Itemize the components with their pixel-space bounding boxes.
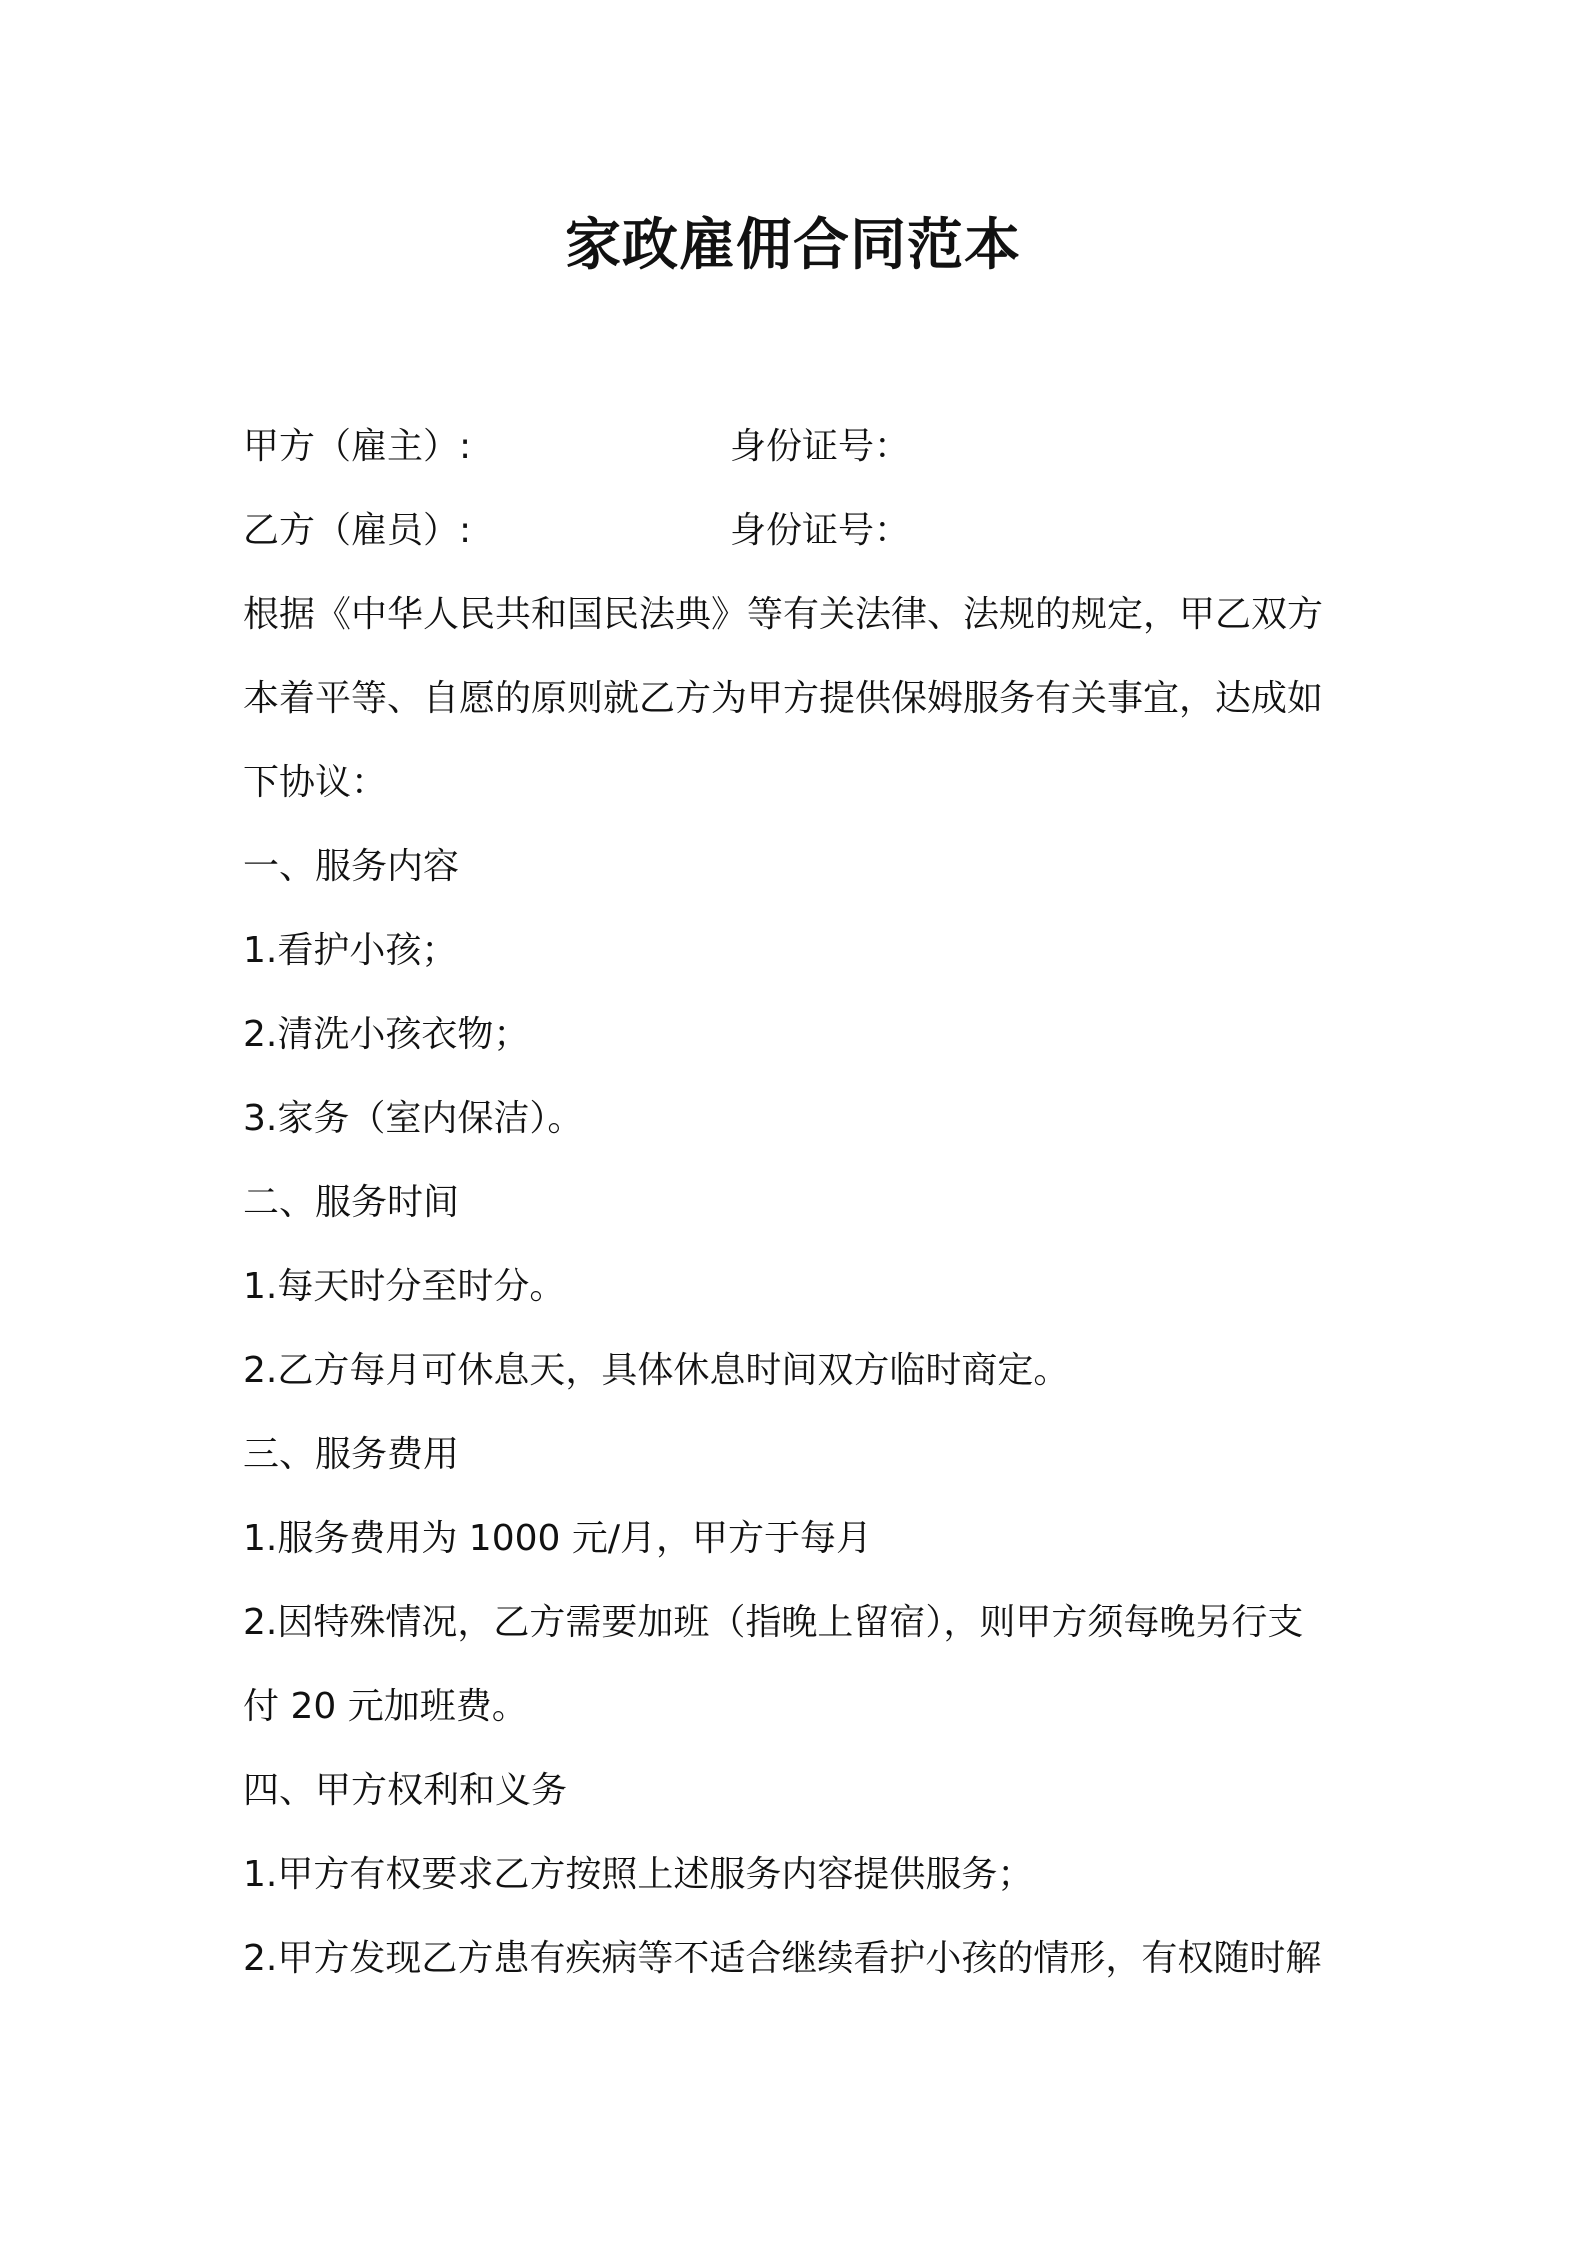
- party-b-row: [243, 489, 1363, 573]
- list-item: 1.甲方有权要求乙方按照上述服务内容提供服务；: [243, 1854, 1034, 1895]
- section-heading-service-fee: 三、服务费用: [243, 1434, 460, 1475]
- intro-line: 本着平等、自愿的原则就乙方为甲方提供保姆服务有关事宜，达成如: [243, 678, 1324, 719]
- list-item: 1.每天时分至时分。: [243, 1266, 566, 1307]
- list-item: 2.甲方发现乙方患有疾病等不适合继续看护小孩的情形，有权随时解: [243, 1938, 1322, 1979]
- list-item: 1.看护小孩；: [243, 930, 458, 971]
- section-heading-service-time: 二、服务时间: [243, 1182, 460, 1223]
- document-title: 家政雇佣合同范本: [565, 213, 1021, 278]
- list-item: 2.因特殊情况，乙方需要加班（指晚上留宿），则甲方须每晚另行支: [243, 1602, 1304, 1643]
- list-item: 1.服务费用为 1000 元/月，甲方于每月: [243, 1518, 872, 1559]
- section-heading-party-a-rights: 四、甲方权利和义务: [243, 1770, 568, 1811]
- party-a-row: [243, 405, 1363, 489]
- party-a-label: 甲方（雇主）:: [243, 426, 472, 467]
- intro-line: 根据《中华人民共和国民法典》等有关法律、法规的规定，甲乙双方: [243, 594, 1324, 635]
- list-item: 2.乙方每月可休息天，具体休息时间双方临时商定。: [243, 1350, 1070, 1391]
- list-item: 2.清洗小孩衣物；: [243, 1014, 530, 1055]
- party-a-id-label: 身份证号：: [730, 426, 911, 467]
- party-b-id-label: 身份证号：: [730, 510, 911, 551]
- intro-line: 下协议：: [243, 762, 388, 803]
- section-heading-service-content: 一、服务内容: [243, 846, 460, 887]
- list-item-continuation: 付 20 元加班费。: [243, 1686, 528, 1727]
- party-b-label: 乙方（雇员）:: [243, 510, 472, 551]
- list-item: 3.家务（室内保洁）。: [243, 1098, 584, 1139]
- document-body: [243, 405, 1363, 2001]
